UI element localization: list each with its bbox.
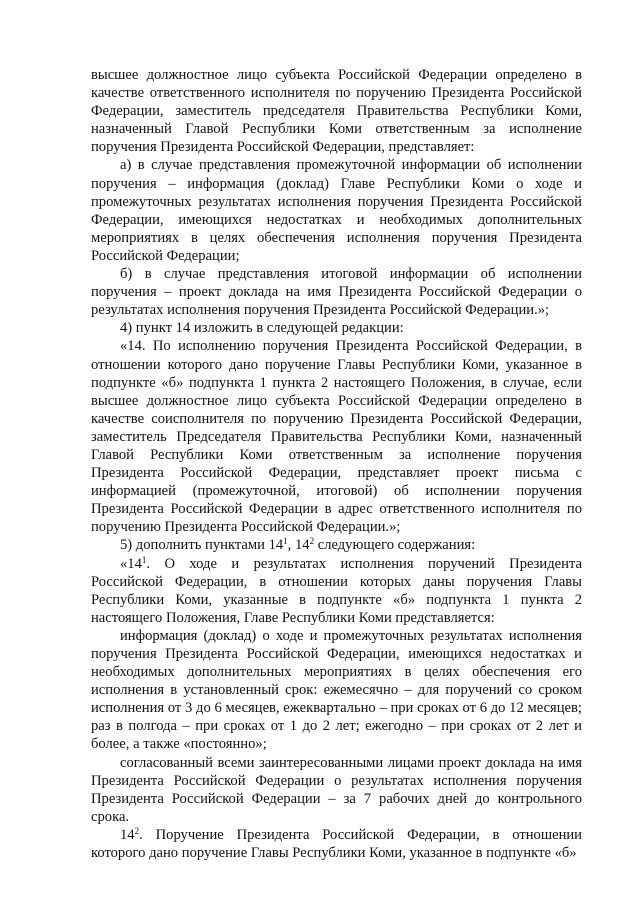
paragraph-amendment-5 — [91, 536, 582, 554]
paragraph-amendment-4: 4) пункт 14 изложить в следующей редакции: — [120, 320, 404, 337]
point-14-2-text: . Поручение Президента Российской Федерации, в отношении которого дано поручение Главы Республики Коми, указанное в подпункте «б» — [91, 826, 582, 862]
point-14-2-number: 14 — [120, 826, 135, 843]
point-14-2-superscript: 2 — [134, 825, 140, 836]
amendment-5-text-a: 5) дополнить пунктами 14 — [120, 537, 284, 554]
paragraph-item-b: б) в случае представления итоговой информации об исполнении поручения – проект доклада на имя Президента Российской Федерации о результатах исполнения поручения Президента Российской Федерации.»; — [91, 266, 582, 319]
document-page — [91, 66, 582, 862]
paragraph-information-report: информация (доклад) о ходе и промежуточных результатах исполнения поручения Президента Российской Федерации, имеющихся недостатках и необходимых дополнительных мероприятиях в целях обеспечения его исполнения в установленный срок: ежемесячно – для поручений со сроком исполнения от 3 до 6 месяцев, ежеквартально – при сроках от 6 до 12 месяцев; раз в полгода – при сроках от 1 до 2 лет; ежегодно – при сроках от 2 лет и более, а также «постоянно»; — [91, 627, 582, 753]
paragraph-item-a: а) в случае представления промежуточной информации об исполнении поручения – информация (доклад) Главе Республики Коми о ходе и промежуточных результатах исполнения поручения Президента Российской Федерации, имеющихся недостатках и необходимых дополнительных мероприятиях в целях обеспечения исполнения поручения Президента Российской Федерации; — [91, 157, 582, 264]
paragraph-point-14-2 — [91, 826, 582, 862]
amendment-5-text-c: следующего содержания: — [314, 537, 476, 554]
amendment-5-text-b: , 14 — [287, 537, 310, 554]
amendment-5-superscript-2: 2 — [309, 536, 315, 547]
amendment-5-superscript-1: 1 — [283, 536, 288, 547]
paragraph-intro: высшее должностное лицо субъекта Российской Федерации определено в качестве ответственного исполнителя по поручению Президента Российской Федерации, заместитель председателя Правительства Республики Коми, назначенный Главой Республики Коми ответственным за исполнение поручения Президента Российской Федерации, представляет: — [91, 67, 582, 156]
paragraph-draft-report: согласованный всеми заинтересованными лицами проект доклада на имя Президента Российской Федерации о результатах исполнения поручения Президента Российской Федерации – за 7 рабочих дней до контрольного срока. — [91, 754, 582, 825]
paragraph-point-14: «14. По исполнению поручения Президента Российской Федерации, в отношении которого дано поручение Главы Республики Коми, указанное в подпункте «б» подпункта 1 пункта 2 настоящего Положения, в случае, если высшее должностное лицо субъекта Российской Федерации определено в качестве соисполнителя по поручению Президента Российской Федерации, заместитель Председателя Правительства Республики Коми, назначенный Главой Республики Коми ответственным за исполнение поручения Президента Российской Федерации, представляет проект письма с информацией (промежуточной, итоговой) об исполнении поручения Президента Российской Федерации в адрес ответственного исполнителя по поручению Президента Российской Федерации.»; — [91, 338, 582, 536]
point-14-1-text: . О ходе и результатах исполнения поручений Президента Российской Федерации, в отношении которых даны поручения Главы Республики Коми, указанные в подпункте «б» подпункта 1 пункта 2 настоящего Положения, Главе Республики Коми представляется: — [91, 555, 582, 626]
paragraph-point-14-1 — [91, 555, 582, 627]
point-14-1-number: «14 — [120, 555, 142, 572]
point-14-1-superscript: 1 — [141, 554, 147, 565]
